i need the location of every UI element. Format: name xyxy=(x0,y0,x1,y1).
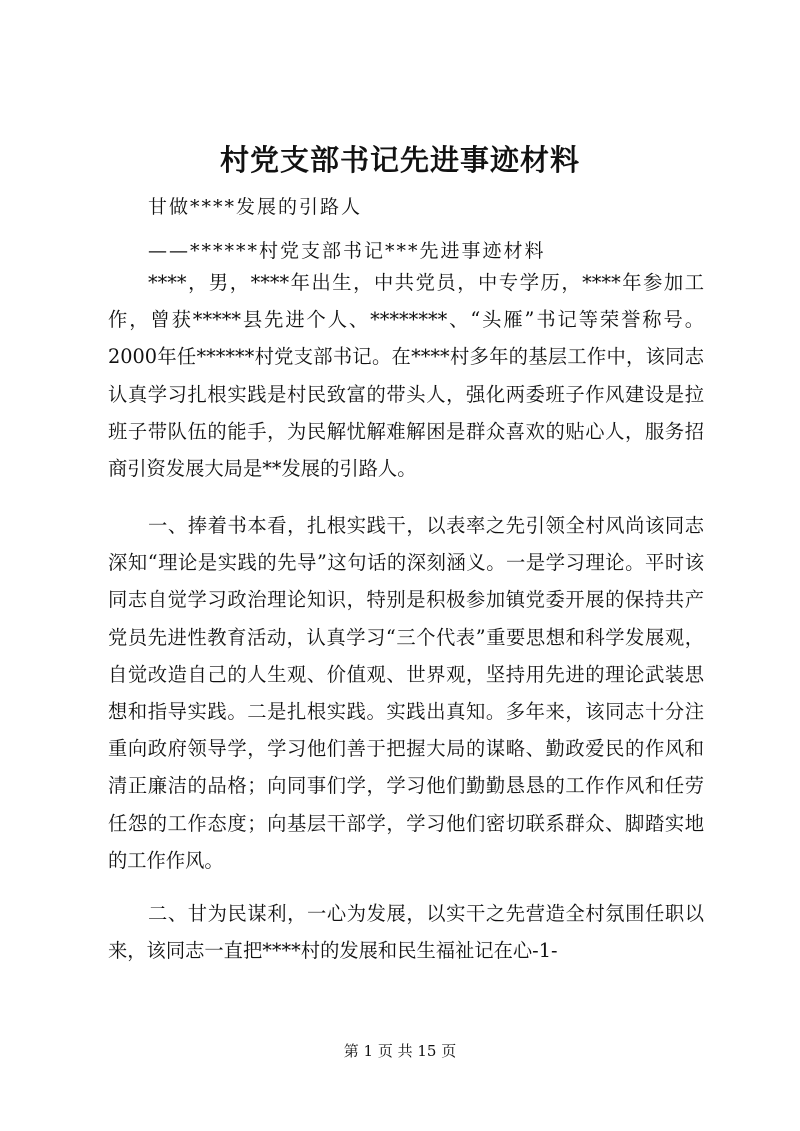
section-two-paragraph: 二、甘为民谋利，一心为发展，以实干之先营造全村氛围任职以来，该同志一直把****村的发展和民生福祉记在心-1- xyxy=(108,902,704,963)
document-subtitle: 甘做****发展的引路人 xyxy=(148,196,363,218)
section-one-paragraph: 一、捧着书本看，扎根实践干，以表率之先引领全村风尚该同志深知“理论是实践的先导”这句话的深刻涵义。一是学习理论。平时该同志自觉学习政治理论知识，特别是积极参加镇党委开展的保持共产党员先进性教育活动，认真学习“三个代表”重要思想和科学发展观，自觉改造自己的人生观、价值观、世界观，坚持用先进的理论武装思想和指导实践。二是扎根实践。实践出真知。多年来，该同志十分注重向政府领导学，学习他们善于把握大局的谋略、勤政爱民的作风和清正廉洁的品格；向同事们学，学习他们勤勤恳恳的工作作风和任劳任怨的工作态度；向基层干部学，学习他们密切联系群众、脚踏实地的工作作风。 xyxy=(108,514,704,872)
page-number-footer: 第 1 页 共 15 页 xyxy=(343,1042,457,1060)
intro-paragraph: ****，男，****年出生，中共党员，中专学历，****年参加工作，曾获*****县先进个人、********、“头雁”书记等荣誉称号。2000年任******村党支部书记。在****村多年的基层工作中，该同志认真学习扎根实践是村民致富的带头人，强化两委班子作风建设是拉班子带队伍的能手，为民解忧解难解困是群众喜欢的贴心人，服务招商引资发展大局是**发展的引路人。 xyxy=(108,271,704,481)
document-title: 村党支部书记先进事迹材料 xyxy=(219,143,580,177)
document-subheading: ——******村党支部书记***先进事迹材料 xyxy=(148,240,546,262)
